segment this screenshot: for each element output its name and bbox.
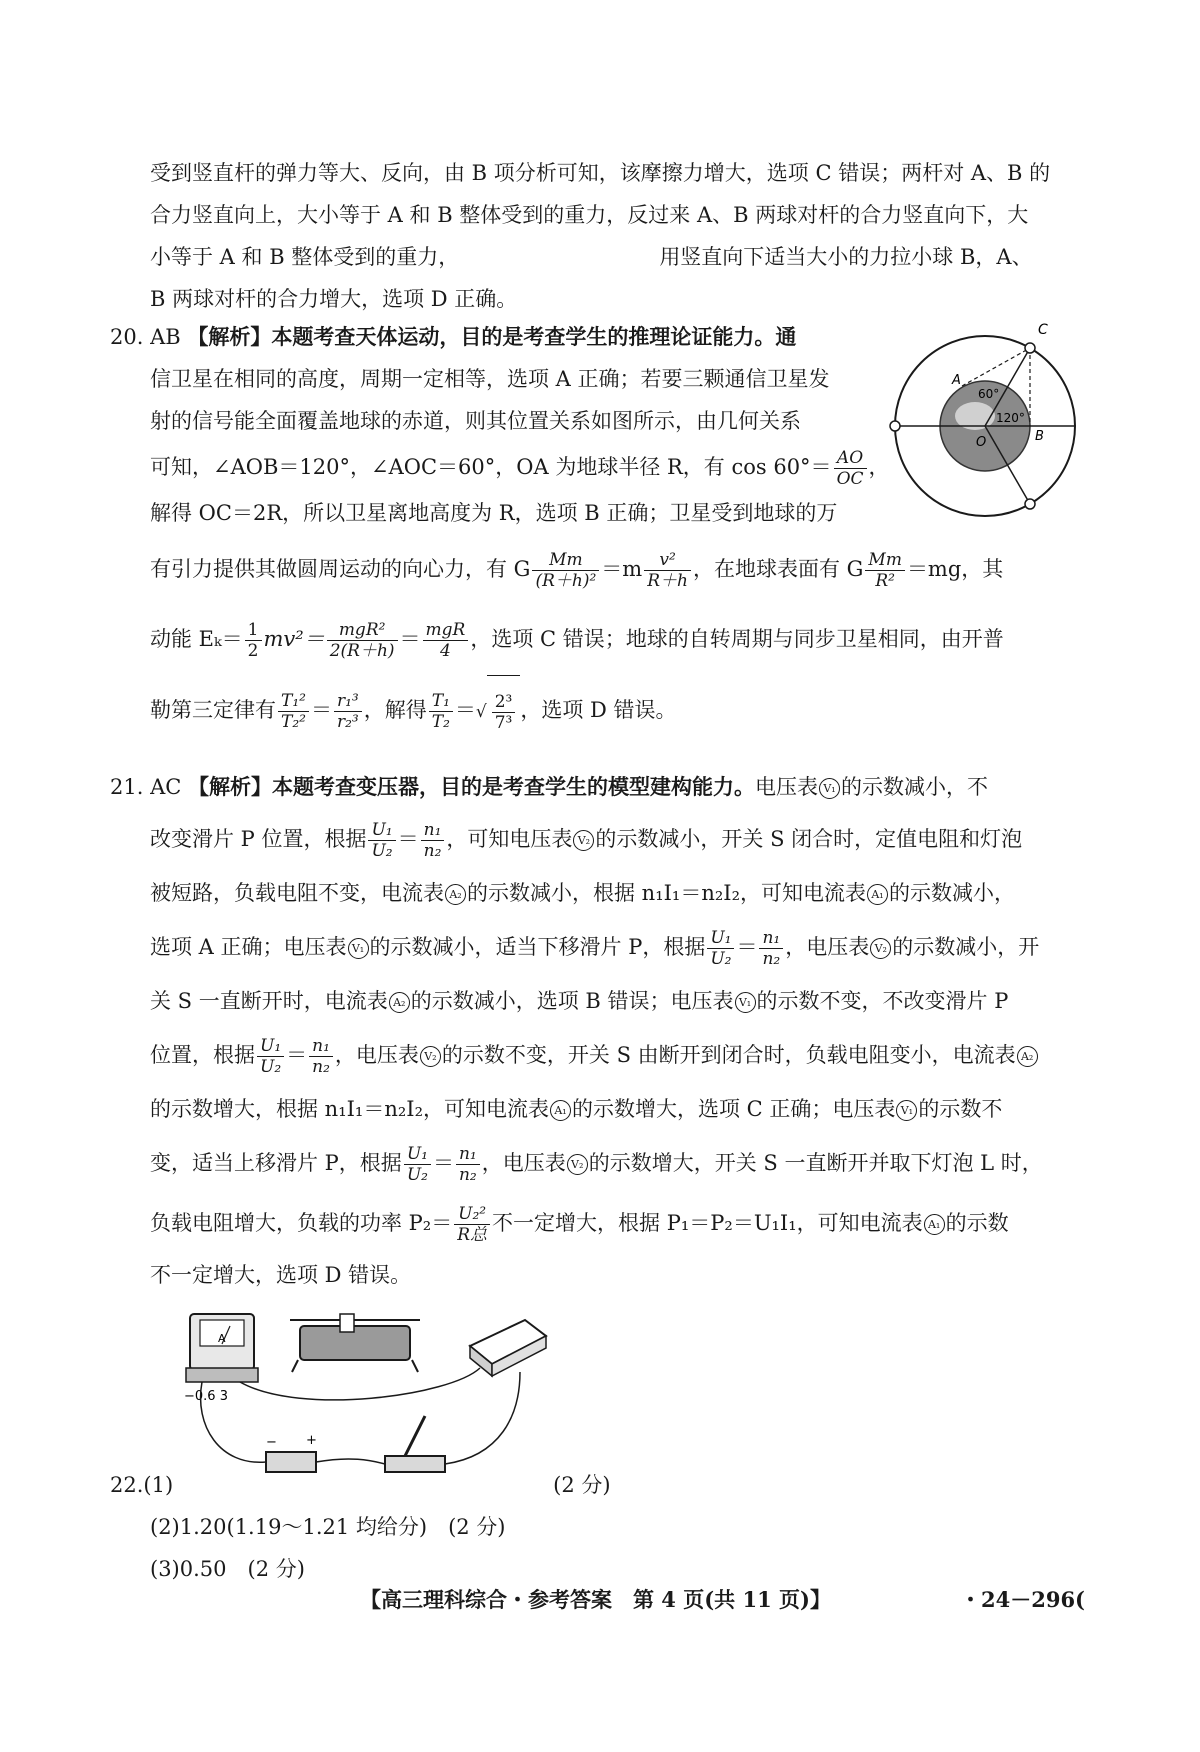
- label-b: B: [1035, 429, 1044, 444]
- q21-l1c: 的示数减小，不: [841, 775, 989, 799]
- switch-lever: [405, 1416, 425, 1456]
- q20-l6c: ，在地球表面有 G: [692, 557, 864, 581]
- q20-l7c: ＝: [399, 627, 421, 651]
- frac-num: mgR: [423, 620, 469, 641]
- q20-line-4: [110, 442, 1004, 492]
- q21-frac-p: [454, 1204, 490, 1245]
- frac-den: T₂: [431, 712, 450, 732]
- q19-line-3: [150, 236, 1050, 278]
- q21-l5a: 关 S 一直断开时，电流表: [150, 989, 388, 1013]
- q21-frac-u: [404, 1144, 431, 1185]
- rheostat-leg: [412, 1360, 418, 1372]
- q21-frac-n: [759, 928, 783, 969]
- q22-part1: (1): [143, 1473, 174, 1497]
- q20-l8b: ＝: [310, 698, 332, 722]
- frac-den: (R＋h)²: [535, 571, 597, 591]
- ammeter-a1-icon: A₁: [867, 884, 888, 905]
- frac-num: U₁: [404, 1144, 431, 1165]
- voltmeter-v1-icon: V₁: [819, 778, 840, 799]
- q22-line-1: [110, 1464, 611, 1506]
- q20-l6d: ＝mg，其: [906, 557, 1004, 581]
- q21-eq: ＝: [397, 827, 419, 851]
- frac-num: Mm: [532, 550, 599, 571]
- ammeter-terminals: −0.6 3: [184, 1389, 228, 1404]
- q20-tag: 【解析】: [187, 324, 272, 349]
- q21-frac-u: [257, 1036, 284, 1077]
- frac-num: T₁: [429, 691, 453, 712]
- q20-frac-7: [278, 691, 309, 732]
- q21-line-2: [110, 810, 1043, 868]
- ammeter-base: [186, 1368, 258, 1382]
- q19-line-1: 受到竖直杆的弹力等大、反向，由 B 项分析可知，该摩擦力增大，选项 C 错误；两杆对 A、B 的: [150, 161, 1051, 185]
- q20-l8a: 勒第三定律有: [150, 698, 276, 722]
- voltmeter-v1-icon: V₁: [735, 992, 756, 1013]
- q21-l9b: 不一定增大，根据 P₁＝P₂＝U₁I₁，可知电流表: [492, 1211, 923, 1235]
- q21-l3b: 的示数减小，根据 n₁I₁＝n₂I₂，可知电流表: [467, 881, 866, 905]
- satellite-bottom: [1025, 499, 1035, 509]
- q19-line-2: 合力竖直向上，大小等于 A 和 B 整体受到的重力，反过来 A、B 两球对杆的合力竖直向下，大: [150, 203, 1029, 227]
- frac-num: n₁: [309, 1036, 333, 1057]
- q19-line-3b: 用竖直向下适当大小的力拉小球 B，A、: [659, 245, 1033, 269]
- frac-num: 2³: [492, 692, 516, 713]
- q20-intro: 本题考查天体运动，目的是考查学生的推理论证能力。通: [271, 324, 797, 349]
- q21-l5b: 的示数减小，选项 B 错误；电压表: [410, 989, 734, 1013]
- q21-eq: ＝: [736, 935, 758, 959]
- frac-den: n₂: [762, 949, 781, 969]
- q21-frac-u: [707, 928, 734, 969]
- q20-frac-2: [644, 550, 691, 591]
- q21-line-3: [110, 868, 1043, 918]
- q22-part2: (2)1.20(1.19～1.21 均给分) (2 分): [150, 1515, 506, 1539]
- frac-den: n₂: [423, 841, 442, 861]
- battery-minus: −: [266, 1435, 277, 1450]
- frac-num: U₂²: [454, 1204, 490, 1225]
- frac-num: U₁: [368, 820, 395, 841]
- q20-frac-9: [429, 691, 453, 732]
- angle-120: 120°: [996, 411, 1025, 425]
- frac-den: 2: [247, 641, 259, 661]
- q21-l1b: 电压表: [755, 775, 819, 799]
- frac-den: R总: [457, 1225, 488, 1245]
- q20-l8d: ＝: [454, 698, 476, 722]
- q21-frac-n: [309, 1036, 333, 1077]
- q20-frac-1: [532, 550, 599, 591]
- q21-l7b: 的示数增大，选项 C 正确；电压表: [572, 1097, 896, 1121]
- page-code: ・24－296(: [960, 1587, 1085, 1612]
- q21-l8c: 的示数增大，开关 S 一直断开并取下灯泡 L 时，: [588, 1151, 1043, 1175]
- q20-l4b: ，: [868, 455, 890, 479]
- frac-num: 1: [245, 620, 262, 641]
- q21-frac-u: [368, 820, 395, 861]
- frac-num: AO: [834, 448, 867, 469]
- q21-l8b: ，电压表: [481, 1151, 566, 1175]
- q21-line-5: [110, 976, 1043, 1026]
- q21-l6a: 位置，根据: [150, 1043, 255, 1067]
- q20: [110, 316, 1004, 746]
- q21-l6c: 的示数不变，开关 S 由断开到闭合时，负载电阻变小，电流表: [441, 1043, 1016, 1067]
- voltmeter-v2-icon: V₂: [573, 830, 594, 851]
- q19-tail: [150, 152, 1050, 320]
- q21-frac-n: [456, 1144, 480, 1185]
- q21-line-8: [110, 1134, 1043, 1192]
- q20-frac-ao-oc: [834, 448, 867, 489]
- frac-den: 7³: [494, 713, 513, 733]
- frac-den: OC: [836, 469, 864, 489]
- page-footer: 【高三理科综合・参考答案 第 4 页(共 11 页)】: [360, 1587, 831, 1612]
- frac-den: R＋h: [647, 571, 688, 591]
- q22-part1-score: (2 分): [553, 1473, 611, 1497]
- q21: [110, 764, 1043, 1296]
- frac-num: v²: [644, 550, 691, 571]
- frac-den: 2(R＋h): [329, 641, 395, 661]
- satellite-c: [1025, 343, 1035, 353]
- q20-sqrt-frac: [492, 692, 516, 733]
- q20-l6a: 有引力提供其做圆周运动的向心力，有 G: [150, 557, 531, 581]
- frac-den: U₂: [371, 841, 393, 861]
- voltmeter-v1-icon: V₁: [348, 938, 369, 959]
- rheostat-slider: [340, 1314, 354, 1332]
- frac-den: 4: [440, 641, 451, 661]
- q20-frac-6: [423, 620, 469, 661]
- q20-l7b: mv²＝: [263, 627, 325, 651]
- frac-den: r₂³: [336, 712, 359, 732]
- frac-num: Mm: [865, 550, 905, 571]
- q21-eq: ＝: [286, 1043, 308, 1067]
- q20-l8c: ，解得: [363, 698, 427, 722]
- ammeter-a2-icon: A₂: [445, 884, 466, 905]
- frac-den: R²: [875, 571, 895, 591]
- frac-num: U₁: [257, 1036, 284, 1057]
- q21-l2c: 的示数减小，开关 S 闭合时，定值电阻和灯泡: [595, 827, 1023, 851]
- frac-num: U₁: [707, 928, 734, 949]
- q21-line-7: [110, 1084, 1043, 1134]
- q20-frac-8: [334, 691, 362, 732]
- q20-l6b: ＝m: [601, 557, 643, 581]
- q20-line-6: [110, 534, 1004, 604]
- q21-l3a: 被短路，负载电阻不变，电流表: [150, 881, 444, 905]
- q21-tag: 【解析】: [188, 774, 273, 799]
- q20-line-2: 信卫星在相同的高度，周期一定相等，选项 A 正确；若要三颗通信卫星发: [150, 367, 830, 391]
- q21-l3c: 的示数减小，: [889, 881, 1015, 905]
- voltmeter-v2-icon: V₂: [420, 1046, 441, 1067]
- voltmeter-v1-icon: V₁: [896, 1100, 917, 1121]
- q22: [110, 1464, 611, 1590]
- wire: [240, 1368, 480, 1400]
- q21-l7c: 的示数不: [918, 1097, 1003, 1121]
- q22-number: 22.: [110, 1473, 144, 1497]
- q20-frac-5: [327, 620, 398, 661]
- q21-intro: 本题考查变压器，目的是考查学生的模型建构能力。: [272, 774, 756, 799]
- q20-l7d: ，选项 C 错误；地球的自转周期与同步卫星相同，由开普: [470, 627, 1004, 651]
- label-a: A: [952, 373, 961, 388]
- label-o: O: [976, 435, 987, 450]
- q20-line-3: 射的信号能全面覆盖地球的赤道，则其位置关系如图所示，由几何关系: [150, 409, 801, 433]
- q21-l2a: 改变滑片 P 位置，根据: [150, 827, 367, 851]
- q21-line-4: [110, 918, 1043, 976]
- frac-num: n₁: [759, 928, 783, 949]
- q21-frac-n: [421, 820, 445, 861]
- q20-answer: AB: [150, 325, 181, 349]
- ammeter-label: A: [218, 1332, 226, 1345]
- q20-line-1: [110, 316, 1004, 358]
- q21-l7a: 的示数增大，根据 n₁I₁＝n₂I₂，可知电流表: [150, 1097, 549, 1121]
- label-c: C: [1038, 322, 1048, 338]
- q20-frac-4: [245, 620, 262, 661]
- frac-num: r₁³: [334, 691, 362, 712]
- frac-num: T₁²: [278, 691, 309, 712]
- frac-den: U₂: [710, 949, 732, 969]
- voltmeter-v2-icon: V₂: [870, 938, 891, 959]
- angle-60: 60°: [978, 387, 1000, 401]
- q21-l4b: 的示数减小，适当下移滑片 P，根据: [369, 935, 706, 959]
- q21-l4d: 的示数减小，开: [892, 935, 1040, 959]
- q21-l4a: 选项 A 正确；电压表: [150, 935, 347, 959]
- frac-num: mgR²: [327, 620, 398, 641]
- ammeter-a1-icon: A₁: [550, 1100, 571, 1121]
- frac-den: U₂: [260, 1057, 282, 1077]
- q21-l2b: ，可知电压表: [446, 827, 573, 851]
- frac-num: n₁: [421, 820, 445, 841]
- q21-line-10: 不一定增大，选项 D 错误。: [150, 1263, 412, 1287]
- q19-line-4: B 两球对杆的合力增大，选项 D 正确。: [150, 287, 518, 311]
- q21-l9a: 负载电阻增大，负载的功率 P₂＝: [150, 1211, 453, 1235]
- ammeter-a2-icon: A₂: [389, 992, 410, 1013]
- q21-eq: ＝: [432, 1151, 454, 1175]
- q21-number: 21.: [110, 775, 144, 799]
- q20-sqrt: √ $\frac{\text{2³}}{\text{7³}}$: [476, 675, 520, 748]
- q19-line-3a: 小等于 A 和 B 整体受到的重力，: [150, 245, 460, 269]
- q20-l8e: ，选项 D 错误。: [520, 698, 677, 722]
- q20-frac-3: [865, 550, 905, 591]
- rheostat-icon: [300, 1326, 410, 1360]
- q21-line-9: [110, 1192, 1043, 1254]
- satellite-left: [890, 421, 900, 431]
- ammeter-a1-icon: A₁: [924, 1214, 945, 1235]
- q21-line-1: [110, 764, 1043, 810]
- q21-answer: AC: [150, 775, 182, 799]
- frac-den: U₂: [406, 1165, 428, 1185]
- frac-num: n₁: [456, 1144, 480, 1165]
- voltmeter-v2-icon: V₂: [567, 1154, 588, 1175]
- circuit-diagram: [180, 1306, 600, 1486]
- q21-l5c: 的示数不变，不改变滑片 P: [756, 989, 1009, 1013]
- q21-l8a: 变，适当上移滑片 P，根据: [150, 1151, 402, 1175]
- rheostat-leg: [292, 1360, 298, 1372]
- q21-l9c: 的示数: [945, 1211, 1009, 1235]
- q20-l7a: 动能 Eₖ＝: [150, 627, 243, 651]
- q21-l4c: ，电压表: [785, 935, 870, 959]
- q20-line-5: 解得 OC＝2R，所以卫星离地高度为 R，选项 B 正确；卫星受到地球的万: [150, 501, 838, 525]
- frac-den: n₂: [312, 1057, 330, 1077]
- wire: [445, 1372, 520, 1464]
- frac-den: n₂: [458, 1165, 477, 1185]
- q20-l4a: 可知，∠AOB＝120°，∠AOC＝60°，OA 为地球半径 R，有 cos 60°＝: [150, 455, 832, 479]
- frac-den: T₂²: [281, 712, 306, 732]
- battery-plus: +: [306, 1433, 317, 1448]
- q21-line-6: [110, 1026, 1043, 1084]
- q20-line-8: [110, 674, 1004, 746]
- satellite-orbit-diagram: [880, 316, 1080, 526]
- q21-l6b: ，电压表: [334, 1043, 419, 1067]
- q22-part3: (3)0.50 (2 分): [150, 1557, 305, 1581]
- q20-line-7: [110, 604, 1004, 674]
- q20-number: 20.: [110, 325, 144, 349]
- ammeter-a2-icon: A₂: [1017, 1046, 1038, 1067]
